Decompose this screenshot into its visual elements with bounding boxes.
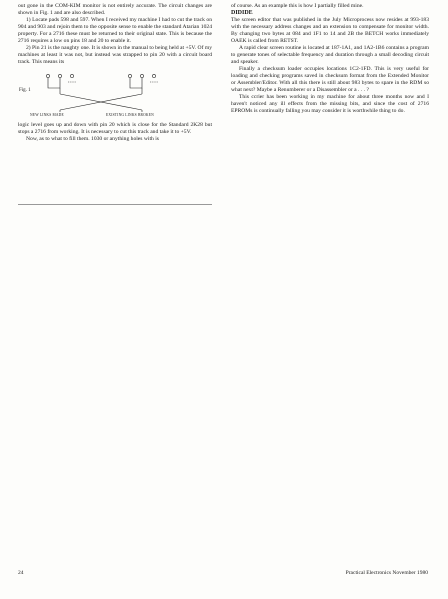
pad: [128, 75, 131, 78]
paragraph: logic level goes up and down with pin 20 which is close for the Standard 2K28 but stops a 2716 from working. It is necessary to cut this track and take it to +5V.: [18, 122, 212, 136]
paragraph: Finally a checksum loader occupies locations 1C2-1FD. This is very useful for loading and checking programs saved in checksum format from the Extended Monitor or Assembler/Editor. With all this there is still about 983 bytes to spare in the RDM so what next? Maybe a Renumberer or a Disassembler or a . . . ?: [231, 66, 429, 93]
paragraph: This ccrier has been working in my machine for about three months now and I haven't noticed any ill effects from the missing bits, and since the cost of 2716 EPROMs is continually falling you may consider it is worthwhile thing to do.: [231, 93, 429, 114]
track: [48, 78, 60, 88]
circuit-figure: [18, 68, 212, 120]
paragraph: The screen editor that was published in the July Microprocess now resides at 993-183 with the necessary address changes and an extension to compensate for monitor width. By changing two bytes at 084 and 1F1 to 14 and 2B the BETCH works immediately OAEK is called from RETST.: [231, 17, 429, 44]
track: [130, 78, 142, 88]
pad: [140, 75, 143, 78]
figure-caption-broken-links: EXISTING LINKS BROKEN: [106, 113, 154, 118]
paragraph: of course. As an example this is how I partially filled mine.: [231, 3, 364, 9]
paragraph: Now, as to what to fill them. 1030 or anything holes with is: [26, 136, 159, 143]
left-column: [18, 3, 212, 143]
pad: [70, 75, 73, 78]
paragraph: A rapid clear screen routine is located at 187-1A1, and 1A2-1B6 contains a program to generate tones of selectable frequency and duration through a small decoding circuit and speaker.: [231, 45, 429, 65]
pad: [46, 75, 49, 78]
figure-label: Fig. 1: [19, 88, 31, 94]
right-column: [231, 3, 429, 114]
publication-footer: Practical Electronics November 1980: [345, 570, 428, 576]
paragraph: 1) Locate pads 598 and 597. When I received my machine I had to cut the track on 904 and 903 and rejoin them to the opposite sense to enable the standard Atarian 1024 property. For a 2716 these must be returned to their original state. This is because the 2716 requires a low on pins 18 and 20 to enable it.: [18, 17, 212, 44]
pad: [152, 75, 155, 78]
paragraph: out gone in the COM-KIM monitor is not entirely accurate. The circuit changes are shown in Fig. 1 and are also described.: [18, 3, 212, 16]
column-divider-rule: [18, 204, 212, 205]
page-number: 24: [18, 570, 24, 576]
paragraph: 2) Pin 21 is the naughty one. It is shown in the manual to being held at +5V. Of my machines at least it was not, but instead was strapped to pin 20 with a circuit board track. This means its: [18, 44, 212, 65]
section-heading: DIDIDE: [231, 10, 253, 17]
link-diagram: [18, 68, 212, 118]
pad: [58, 75, 61, 78]
figure-caption-new-links: NEW LINKS MADE: [30, 113, 64, 118]
